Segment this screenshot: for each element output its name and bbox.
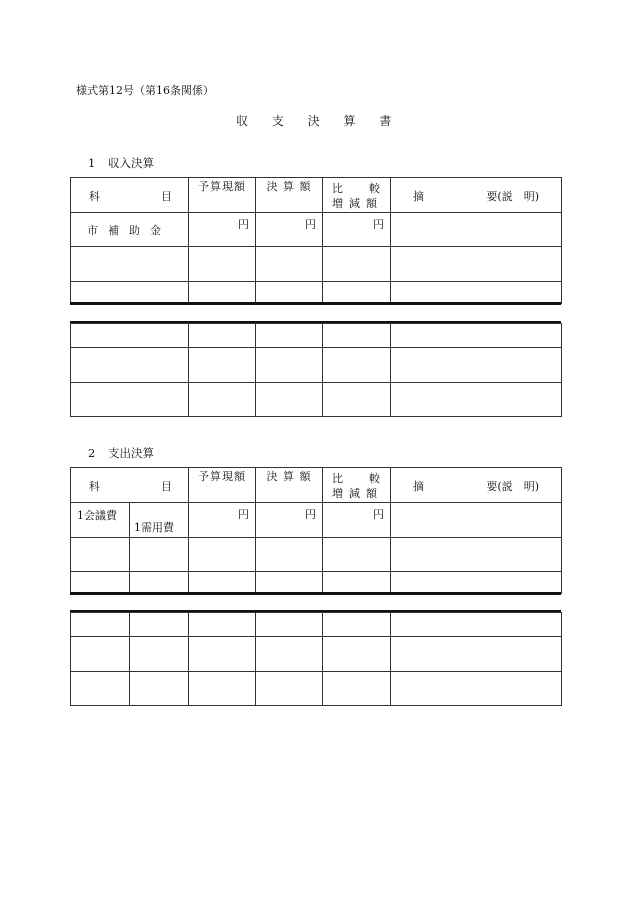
expenditure-item-meeting-expense: 1会議費 [71,503,130,538]
expenditure-header-note-left: 摘 [413,480,424,493]
expenditure-section-label: 支出決算 [108,446,154,460]
table-row [71,247,562,282]
income-header-item [71,178,189,213]
table-row [71,672,562,706]
table-row [71,348,562,383]
expenditure-header-budget: 予算現額 [189,468,256,503]
income-header-item-left: 科 [89,190,100,203]
table-row [71,282,562,304]
income-header-settlement: 決 算 額 [256,178,323,213]
income-break-line-bottom [70,302,561,305]
expenditure-subitem-supplies [130,503,189,538]
income-header-compare-a: 比 [332,182,343,195]
expenditure-header-compare [323,468,391,503]
table-row [71,213,562,247]
expenditure-settlement-unit: 円 [256,503,323,538]
expenditure-header-compare-c: 増減額 [332,487,383,500]
income-section-title [88,155,154,171]
table-row [71,324,562,348]
expenditure-section-number: 2 [88,446,96,460]
document-title: 収 支 決 算 書 [236,114,392,128]
expenditure-header-compare-b: 較 [369,472,380,485]
income-budget-unit: 円 [189,213,256,247]
expenditure-header-settlement: 決 算 額 [256,468,323,503]
expenditure-header-item [71,468,189,503]
income-settlement-unit: 円 [256,213,323,247]
table-row [71,383,562,417]
income-table-upper [70,177,562,304]
income-item-city-subsidy: 市補助金 [71,213,189,247]
income-header-compare-c: 増減額 [332,197,383,210]
expenditure-table-lower [70,612,562,706]
expenditure-section-title [88,445,154,461]
income-compare-unit: 円 [323,213,391,247]
expenditure-break-line-bottom [70,592,561,595]
income-header-note [391,178,562,213]
table-row [71,538,562,572]
table-row [71,503,562,538]
income-header-note-left: 摘 [413,190,424,203]
expenditure-note-cell [391,503,562,538]
income-header-budget: 予算現額 [189,178,256,213]
income-header-item-right: 目 [161,190,172,203]
expenditure-header-item-left: 科 [89,480,100,493]
income-section-label: 収入決算 [108,156,154,170]
form-number: 様式第12号（第16条関係） [76,84,214,97]
expenditure-header-compare-a: 比 [332,472,343,485]
income-section-number: 1 [88,156,96,170]
expenditure-header-row [71,468,562,503]
income-note-cell [391,213,562,247]
table-row [71,572,562,594]
expenditure-header-note-right: 要(説 明) [486,480,539,493]
income-header-compare [323,178,391,213]
expenditure-table-upper [70,467,562,594]
table-row [71,637,562,672]
expenditure-compare-unit: 円 [323,503,391,538]
income-header-compare-b: 較 [369,182,380,195]
expenditure-header-item-right: 目 [161,480,172,493]
expenditure-subitem-supplies-label: 1需用費 [134,521,174,534]
income-header-row [71,178,562,213]
expenditure-header-note [391,468,562,503]
income-header-note-right: 要(説 明) [486,190,539,203]
table-row [71,613,562,637]
income-table-lower [70,323,562,417]
expenditure-budget-unit: 円 [189,503,256,538]
